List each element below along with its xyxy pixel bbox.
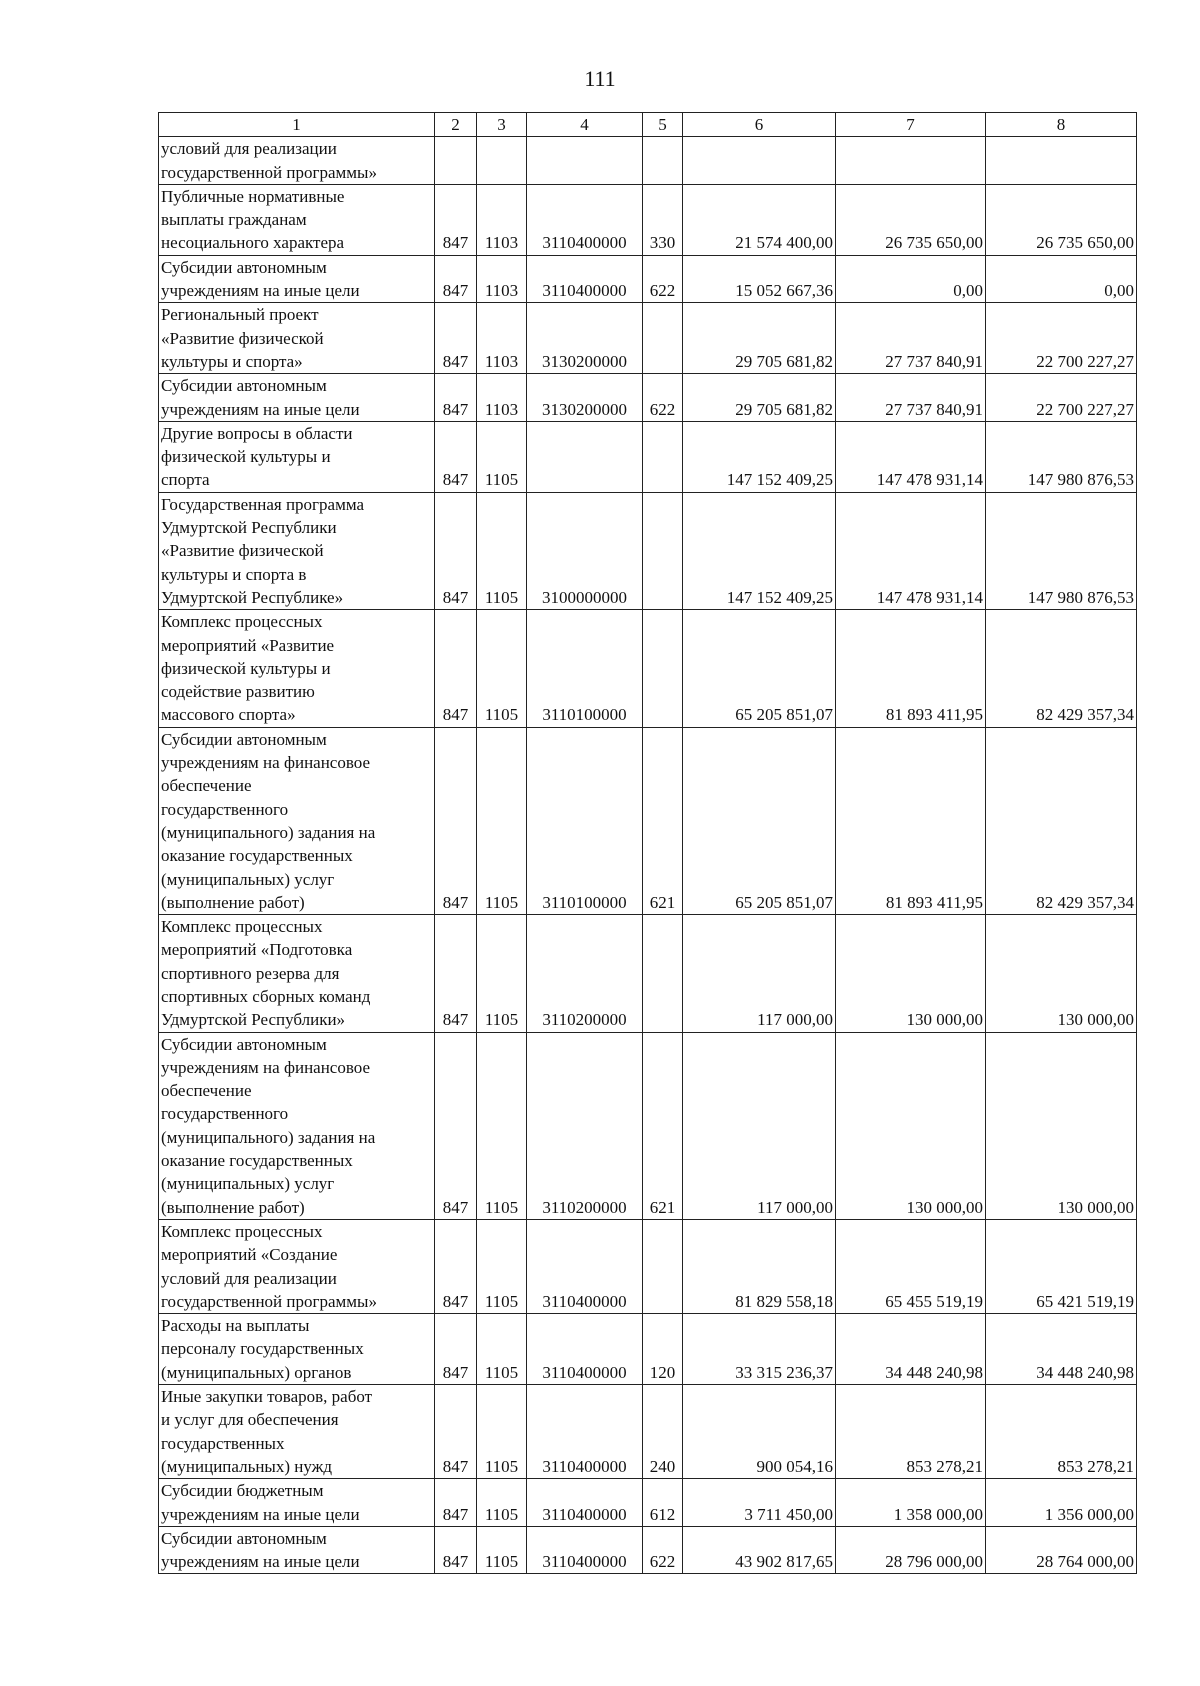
table-row <box>159 915 1137 1032</box>
row-name-cell: Публичные нормативные выплаты гражданам несоциального характера <box>159 184 435 255</box>
expense-type-cell: 612 <box>643 1479 683 1527</box>
amount-cell-col6: 117 000,00 <box>683 915 836 1032</box>
section-code-cell: 1105 <box>477 1526 527 1574</box>
column-header: 5 <box>643 113 683 137</box>
section-code-cell: 1105 <box>477 1479 527 1527</box>
ministry-code-cell: 847 <box>435 1219 477 1313</box>
amount-cell-col7: 147 478 931,14 <box>836 421 986 492</box>
table-row <box>159 1385 1137 1479</box>
row-name-cell: Расходы на выплаты персоналу государственных (муниципальных) органов <box>159 1314 435 1385</box>
table-row <box>159 374 1137 422</box>
target-article-cell: 3110400000 <box>527 1479 643 1527</box>
ministry-code-cell: 847 <box>435 1479 477 1527</box>
expense-type-cell <box>643 1219 683 1313</box>
expense-type-cell: 621 <box>643 727 683 914</box>
section-code-cell <box>477 137 527 185</box>
amount-cell-col8: 28 764 000,00 <box>986 1526 1137 1574</box>
ministry-code-cell: 847 <box>435 610 477 727</box>
amount-cell-col6: 147 152 409,25 <box>683 492 836 609</box>
amount-cell-col7: 0,00 <box>836 255 986 303</box>
amount-cell-col6 <box>683 137 836 185</box>
target-article-cell: 3110400000 <box>527 255 643 303</box>
amount-cell-col8: 147 980 876,53 <box>986 421 1137 492</box>
amount-cell-col8: 22 700 227,27 <box>986 303 1137 374</box>
ministry-code-cell: 847 <box>435 255 477 303</box>
amount-cell-col7: 147 478 931,14 <box>836 492 986 609</box>
column-header: 2 <box>435 113 477 137</box>
table-row <box>159 1314 1137 1385</box>
amount-cell-col8: 1 356 000,00 <box>986 1479 1137 1527</box>
expense-type-cell <box>643 137 683 185</box>
column-header: 3 <box>477 113 527 137</box>
ministry-code-cell: 847 <box>435 1032 477 1219</box>
section-code-cell: 1103 <box>477 255 527 303</box>
amount-cell-col8: 26 735 650,00 <box>986 184 1137 255</box>
row-name-cell: Иные закупки товаров, работ и услуг для обеспечения государственных (муниципальных) нужд <box>159 1385 435 1479</box>
amount-cell-col8: 22 700 227,27 <box>986 374 1137 422</box>
target-article-cell: 3110400000 <box>527 1526 643 1574</box>
row-name-cell: Другие вопросы в области физической культуры и спорта <box>159 421 435 492</box>
section-code-cell: 1105 <box>477 1032 527 1219</box>
amount-cell-col8: 853 278,21 <box>986 1385 1137 1479</box>
target-article-cell: 3130200000 <box>527 303 643 374</box>
target-article-cell: 3110200000 <box>527 1032 643 1219</box>
section-code-cell: 1105 <box>477 1314 527 1385</box>
amount-cell-col6: 65 205 851,07 <box>683 727 836 914</box>
target-article-cell <box>527 137 643 185</box>
ministry-code-cell: 847 <box>435 1314 477 1385</box>
ministry-code-cell <box>435 137 477 185</box>
ministry-code-cell: 847 <box>435 915 477 1032</box>
amount-cell-col7: 27 737 840,91 <box>836 303 986 374</box>
column-header: 4 <box>527 113 643 137</box>
target-article-cell: 3110400000 <box>527 184 643 255</box>
amount-cell-col6: 43 902 817,65 <box>683 1526 836 1574</box>
ministry-code-cell: 847 <box>435 374 477 422</box>
target-article-cell: 3130200000 <box>527 374 643 422</box>
target-article-cell: 3110100000 <box>527 727 643 914</box>
target-article-cell: 3110400000 <box>527 1385 643 1479</box>
amount-cell-col7: 81 893 411,95 <box>836 610 986 727</box>
amount-cell-col6: 900 054,16 <box>683 1385 836 1479</box>
target-article-cell: 3110400000 <box>527 1219 643 1313</box>
expense-type-cell <box>643 492 683 609</box>
ministry-code-cell: 847 <box>435 184 477 255</box>
ministry-code-cell: 847 <box>435 1526 477 1574</box>
amount-cell-col7: 28 796 000,00 <box>836 1526 986 1574</box>
amount-cell-col7: 1 358 000,00 <box>836 1479 986 1527</box>
column-number-row <box>159 113 1137 137</box>
expense-type-cell: 120 <box>643 1314 683 1385</box>
amount-cell-col7: 130 000,00 <box>836 1032 986 1219</box>
amount-cell-col7 <box>836 137 986 185</box>
row-name-cell: Субсидии автономным учреждениям на финансовое обеспечение государственного (муниципального) задания на оказание государственных (муниципальных) услуг (выполнение работ) <box>159 727 435 914</box>
expense-type-cell <box>643 421 683 492</box>
row-name-cell: Государственная программа Удмуртской Республики «Развитие физической культуры и спорта в Удмуртской Республике» <box>159 492 435 609</box>
amount-cell-col8 <box>986 137 1137 185</box>
amount-cell-col6: 29 705 681,82 <box>683 374 836 422</box>
amount-cell-col8: 82 429 357,34 <box>986 610 1137 727</box>
amount-cell-col7: 34 448 240,98 <box>836 1314 986 1385</box>
ministry-code-cell: 847 <box>435 303 477 374</box>
expense-type-cell <box>643 610 683 727</box>
column-header: 6 <box>683 113 836 137</box>
expense-type-cell: 622 <box>643 1526 683 1574</box>
amount-cell-col8: 130 000,00 <box>986 915 1137 1032</box>
amount-cell-col6: 33 315 236,37 <box>683 1314 836 1385</box>
expense-type-cell: 621 <box>643 1032 683 1219</box>
target-article-cell: 3110200000 <box>527 915 643 1032</box>
ministry-code-cell: 847 <box>435 727 477 914</box>
row-name-cell: Субсидии бюджетным учреждениям на иные цели <box>159 1479 435 1527</box>
row-name-cell: Региональный проект «Развитие физической культуры и спорта» <box>159 303 435 374</box>
amount-cell-col7: 27 737 840,91 <box>836 374 986 422</box>
amount-cell-col6: 117 000,00 <box>683 1032 836 1219</box>
target-article-cell <box>527 421 643 492</box>
amount-cell-col7: 81 893 411,95 <box>836 727 986 914</box>
amount-cell-col6: 29 705 681,82 <box>683 303 836 374</box>
table-row <box>159 303 1137 374</box>
column-header: 1 <box>159 113 435 137</box>
table-row <box>159 184 1137 255</box>
amount-cell-col6: 21 574 400,00 <box>683 184 836 255</box>
ministry-code-cell: 847 <box>435 421 477 492</box>
amount-cell-col6: 81 829 558,18 <box>683 1219 836 1313</box>
amount-cell-col6: 65 205 851,07 <box>683 610 836 727</box>
section-code-cell: 1105 <box>477 421 527 492</box>
section-code-cell: 1103 <box>477 303 527 374</box>
target-article-cell: 3110100000 <box>527 610 643 727</box>
row-name-cell: условий для реализации государственной программы» <box>159 137 435 185</box>
expense-type-cell <box>643 303 683 374</box>
budget-table <box>158 112 1137 1574</box>
section-code-cell: 1105 <box>477 492 527 609</box>
section-code-cell: 1105 <box>477 1219 527 1313</box>
table-row <box>159 610 1137 727</box>
expense-type-cell <box>643 915 683 1032</box>
column-header: 7 <box>836 113 986 137</box>
ministry-code-cell: 847 <box>435 492 477 609</box>
amount-cell-col8: 147 980 876,53 <box>986 492 1137 609</box>
row-name-cell: Субсидии автономным учреждениям на иные цели <box>159 255 435 303</box>
row-name-cell: Субсидии автономным учреждениям на финансовое обеспечение государственного (муниципального) задания на оказание государственных (муниципальных) услуг (выполнение работ) <box>159 1032 435 1219</box>
page-number: 111 <box>584 66 616 91</box>
table-row <box>159 727 1137 914</box>
amount-cell-col7: 65 455 519,19 <box>836 1219 986 1313</box>
amount-cell-col8: 130 000,00 <box>986 1032 1137 1219</box>
row-name-cell: Комплекс процессных мероприятий «Развитие физической культуры и содействие развитию массового спорта» <box>159 610 435 727</box>
expense-type-cell: 622 <box>643 374 683 422</box>
section-code-cell: 1103 <box>477 374 527 422</box>
amount-cell-col6: 147 152 409,25 <box>683 421 836 492</box>
table-row <box>159 1219 1137 1313</box>
section-code-cell: 1105 <box>477 727 527 914</box>
amount-cell-col6: 15 052 667,36 <box>683 255 836 303</box>
table-row <box>159 255 1137 303</box>
section-code-cell: 1103 <box>477 184 527 255</box>
amount-cell-col8: 82 429 357,34 <box>986 727 1137 914</box>
table-row <box>159 1526 1137 1574</box>
table-row <box>159 492 1137 609</box>
target-article-cell: 3100000000 <box>527 492 643 609</box>
table-row <box>159 1479 1137 1527</box>
row-name-cell: Комплекс процессных мероприятий «Создание условий для реализации государственной программы» <box>159 1219 435 1313</box>
expense-type-cell: 330 <box>643 184 683 255</box>
table-body <box>159 137 1137 1574</box>
table-row <box>159 137 1137 185</box>
section-code-cell: 1105 <box>477 1385 527 1479</box>
amount-cell-col8: 0,00 <box>986 255 1137 303</box>
table-row <box>159 1032 1137 1219</box>
amount-cell-col8: 65 421 519,19 <box>986 1219 1137 1313</box>
amount-cell-col7: 853 278,21 <box>836 1385 986 1479</box>
expense-type-cell: 240 <box>643 1385 683 1479</box>
table-row <box>159 421 1137 492</box>
amount-cell-col7: 26 735 650,00 <box>836 184 986 255</box>
row-name-cell: Субсидии автономным учреждениям на иные цели <box>159 374 435 422</box>
amount-cell-col8: 34 448 240,98 <box>986 1314 1137 1385</box>
amount-cell-col6: 3 711 450,00 <box>683 1479 836 1527</box>
amount-cell-col7: 130 000,00 <box>836 915 986 1032</box>
expense-type-cell: 622 <box>643 255 683 303</box>
row-name-cell: Комплекс процессных мероприятий «Подготовка спортивного резерва для спортивных сборных команд Удмуртской Республики» <box>159 915 435 1032</box>
column-header: 8 <box>986 113 1137 137</box>
section-code-cell: 1105 <box>477 915 527 1032</box>
ministry-code-cell: 847 <box>435 1385 477 1479</box>
section-code-cell: 1105 <box>477 610 527 727</box>
row-name-cell: Субсидии автономным учреждениям на иные цели <box>159 1526 435 1574</box>
target-article-cell: 3110400000 <box>527 1314 643 1385</box>
